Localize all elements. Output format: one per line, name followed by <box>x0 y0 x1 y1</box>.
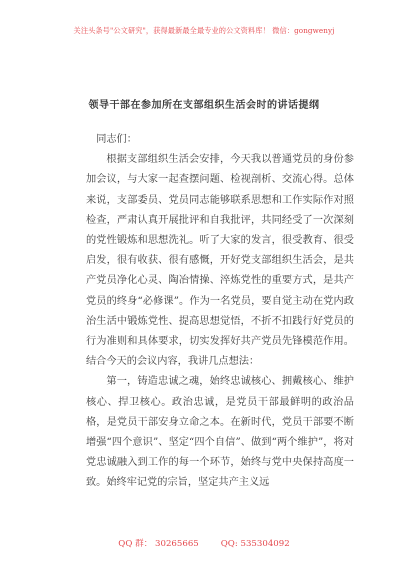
document-title: 领导干部在参加所在支部组织生活会时的讲话提纲 <box>88 100 320 111</box>
header-promo-note: 关注头条号"公文研究"，获得最新最全最专业的公文资料库！ 微信：gongwenyj <box>73 26 335 35</box>
salutation: 同志们： <box>96 134 137 145</box>
footer-qq-group: QQ 群： 30265665 <box>118 539 199 549</box>
footer-contact <box>0 537 408 549</box>
body-paragraph: 第一，铸造忠诚之魂，始终忠诚核心、拥戴核心、维护核心、捍卫核心。政治忠诚，是党员干部最鲜明的政治品格，是党员干部安身立命之本。在新时代，党员干部要不断增强“四个意识”、坚定“四个自信”、做到“两个维护”，将对党忠诚融入到工作的每一个环节，始终与党中央保持高度一致。始终牢记党的宗旨，坚定共产主义远 <box>86 376 354 489</box>
footer-qq-number: QQ: 535304092 <box>220 539 290 549</box>
body-paragraph: 根据支部组织生活会安排，今天我以普通党员的身份参加会议，与大家一起查摆问题、检视剖析、交流心得。总体来说，支部委员、党员同志能够联系思想和工作实际作对照检查，严肃认真开展批评和自我批评，共同经受了一次深刻的党性锻炼和思想洗礼。听了大家的发言，很受教育、很受启发，很有收获、很有感慨，开好党支部组织生活会，是共产党员净化心灵、陶冶情操、淬炼党性的重要方式，是共产党员的终身“必修课”。作为一名党员，要自觉主动在党内政治生活中锻炼党性、提高思想觉悟，不折不扣践行好党员的行为准则和具体要求，切实发挥好共产党员先锋模范作用。结合今天的会议内容，我讲几点想法： <box>86 154 354 368</box>
document-body <box>86 130 354 494</box>
